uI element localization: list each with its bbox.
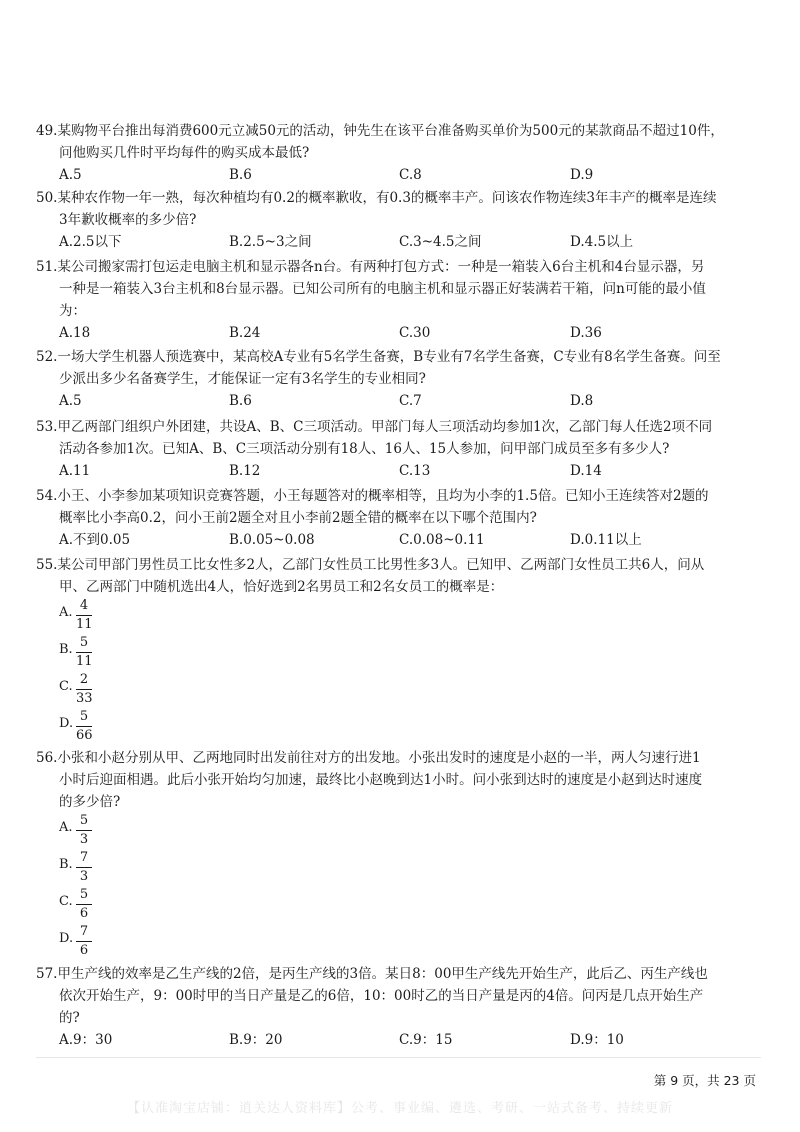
option-a[interactable]: A.11 xyxy=(59,463,91,479)
option-c[interactable]: C.8 xyxy=(399,167,422,183)
option-d[interactable]: D.9 xyxy=(570,167,594,183)
option-a[interactable]: A.9：30 xyxy=(59,1032,113,1048)
option-c[interactable]: C.3~4.5之间 xyxy=(399,234,482,250)
options-row xyxy=(36,390,761,412)
option-b[interactable]: B. 5 11 xyxy=(59,635,93,669)
question-text: 54.小王、小李参加某项知识竞赛答题，小王每题答对的概率相等，且均为小李的1.5倍。已知小王连续答对2题的 xyxy=(36,488,709,504)
question-text: 甲、乙两部门中随机选出4人，恰好选到2名男员工和2名女员工的概率是： xyxy=(59,579,504,595)
fraction: 5 66 xyxy=(76,709,93,743)
question-text: 的? xyxy=(59,1010,80,1026)
option-a[interactable]: A. 5 3 xyxy=(36,813,761,850)
question-55 xyxy=(36,554,761,746)
option-b[interactable]: B.24 xyxy=(229,325,261,341)
option-b[interactable]: B.6 xyxy=(229,167,252,183)
question-text: 57.甲生产线的效率是乙生产线的2倍，是丙生产线的3倍。某日8：00甲生产线先开始生产，此后乙、丙生产线也 xyxy=(36,966,708,982)
option-a[interactable]: A.2.5以下 xyxy=(59,234,122,250)
question-text: 依次开始生产，9：00时甲的当日产量是乙的6倍，10：00时乙的当日产量是丙的4倍。问丙是几点开始生产 xyxy=(59,988,704,1004)
question-text: 的多少倍? xyxy=(59,794,121,810)
options-row xyxy=(36,322,761,344)
option-a[interactable]: A.5 xyxy=(59,167,82,183)
page-number: 第 9 页，共 23 页 xyxy=(653,1073,756,1088)
question-54 xyxy=(36,485,761,551)
option-c[interactable]: C. 2 33 xyxy=(59,672,93,706)
options-row xyxy=(36,231,761,253)
question-text: 52.一场大学生机器人预选赛中，某高校A专业有5名学生备赛，B专业有7名学生备赛，C专业有8名学生备赛。问至 xyxy=(36,349,721,365)
option-a[interactable]: A.不到0.05 xyxy=(59,532,131,548)
question-49 xyxy=(36,120,761,186)
question-text: 问他购买几件时平均每件的购买成本最低? xyxy=(59,145,310,161)
option-a[interactable]: A.5 xyxy=(59,393,82,409)
question-50 xyxy=(36,187,761,253)
option-d[interactable]: D.14 xyxy=(570,463,602,479)
option-d[interactable]: D. 5 66 xyxy=(59,709,93,743)
question-text: 49.某购物平台推出每消费600元立减50元的活动，钟先生在该平台准备购买单价为500元的某款商品不超过10件， xyxy=(36,123,724,139)
question-52 xyxy=(36,346,761,412)
question-57 xyxy=(36,963,761,1051)
fraction: 5 11 xyxy=(76,635,93,669)
option-a[interactable]: A. 4 11 xyxy=(59,598,93,632)
question-text: 一种是一箱装入3台主机和8台显示器。已知公司所有的电脑主机和显示器正好装满若干箱，问n可能的最小值 xyxy=(59,281,706,297)
option-d[interactable]: D.36 xyxy=(570,325,602,341)
options-row xyxy=(36,164,761,186)
options-row xyxy=(36,1029,761,1051)
option-c[interactable]: C.13 xyxy=(399,463,431,479)
footer-divider xyxy=(36,1057,761,1058)
question-text: 50.某种农作物一年一熟，每次种植均有0.2的概率歉收，有0.3的概率丰产。问该农作物连续3年丰产的概率是连续 xyxy=(36,190,717,206)
question-text: 概率比小李高0.2，问小王前2题全对且小李前2题全错的概率在以下哪个范围内? xyxy=(59,510,537,526)
option-b[interactable]: B. 7 3 xyxy=(36,850,761,887)
option-d[interactable]: D.4.5以上 xyxy=(570,234,634,250)
question-text: 56.小张和小赵分别从甲、乙两地同时出发前往对方的出发地。小张出发时的速度是小赵的一半，两人匀速行进1 xyxy=(36,750,701,766)
watermark-text: 【认准淘宝店铺：逍关达人资料库】公考、事业编、遴选、考研、一站式备考、持续更新 xyxy=(126,1101,673,1116)
options-row xyxy=(36,529,761,551)
option-b[interactable]: B.0.05~0.08 xyxy=(229,532,315,548)
question-text: 活动各参加1次。已知A、B、C三项活动分别有18人、16人、15人参加，问甲部门成员至多有多少人? xyxy=(59,441,670,457)
question-text: 3年歉收概率的多少倍? xyxy=(59,212,197,228)
question-text: 少派出多少名备赛学生，才能保证一定有3名学生的专业相同? xyxy=(59,371,426,387)
option-c[interactable]: C.30 xyxy=(399,325,431,341)
question-53 xyxy=(36,416,761,482)
question-text: 53.甲乙两部门组织户外团建，共设A、B、C三项活动。甲部门每人三项活动均参加1次，乙部门每人任选2项不同 xyxy=(36,419,713,435)
option-c[interactable]: C.9：15 xyxy=(399,1032,453,1048)
option-b[interactable]: B.12 xyxy=(229,463,261,479)
option-d[interactable]: D. 7 6 xyxy=(36,924,761,961)
option-c[interactable]: C.0.08~0.11 xyxy=(399,532,485,548)
question-56 xyxy=(36,747,761,961)
options-row xyxy=(36,460,761,482)
fraction: 7 6 xyxy=(76,924,92,959)
option-c[interactable]: C.7 xyxy=(399,393,422,409)
option-c[interactable]: C. 5 6 xyxy=(36,887,761,924)
question-51 xyxy=(36,256,761,344)
option-a[interactable]: A.18 xyxy=(59,325,91,341)
question-text: 55.某公司甲部门男性员工比女性多2人，乙部门女性员工比男性多3人。已知甲、乙两部门女性员工共6人，问从 xyxy=(36,557,705,573)
option-b[interactable]: B.9：20 xyxy=(229,1032,283,1048)
fraction: 2 33 xyxy=(76,672,93,706)
option-d[interactable]: D.9：10 xyxy=(570,1032,624,1048)
option-b[interactable]: B.2.5~3之间 xyxy=(229,234,312,250)
option-b[interactable]: B.6 xyxy=(229,393,252,409)
fraction: 5 6 xyxy=(76,887,92,922)
question-text: 为： xyxy=(59,303,86,319)
fraction: 7 3 xyxy=(76,850,92,885)
question-text: 51.某公司搬家需打包运走电脑主机和显示器各n台。有两种打包方式：一种是一箱装入6台主机和4台显示器，另 xyxy=(36,259,705,275)
option-d[interactable]: D.8 xyxy=(570,393,594,409)
fraction: 4 11 xyxy=(76,598,93,632)
question-text: 小时后迎面相遇。此后小张开始均匀加速，最终比小赵晚到达1小时。问小张到达时的速度是小赵到达时速度 xyxy=(59,772,703,788)
fraction: 5 3 xyxy=(76,813,92,848)
option-d[interactable]: D.0.11以上 xyxy=(570,532,642,548)
